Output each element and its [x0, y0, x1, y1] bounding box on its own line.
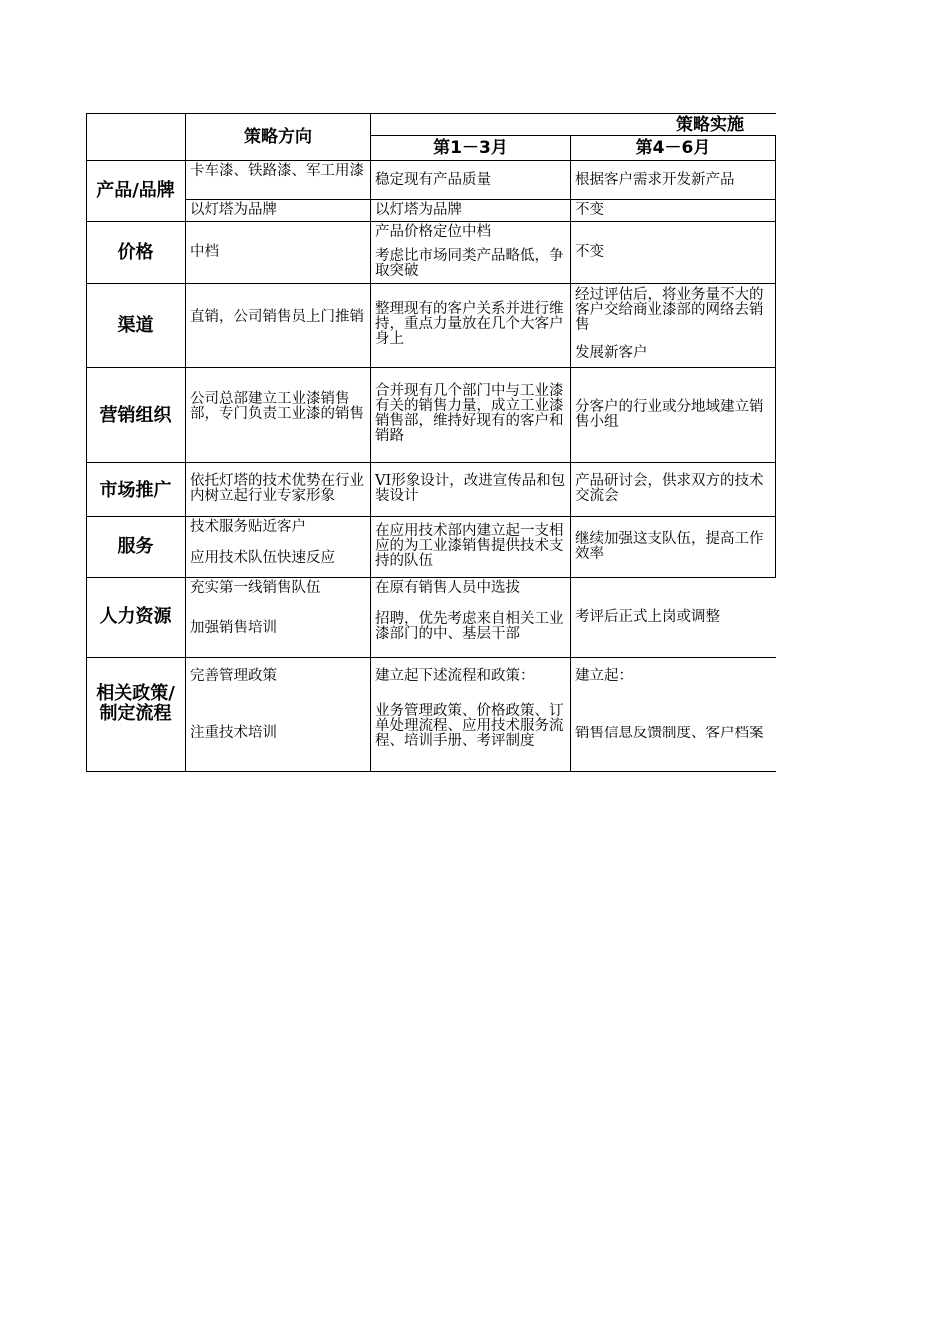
border-header-bottom — [86, 160, 776, 161]
direction-text: 公司总部建立工业漆销售部，专门负责工业漆的销售 — [190, 391, 364, 422]
border-row — [86, 577, 776, 578]
category-policies-processes: 相关政策/制定流程 — [96, 683, 175, 724]
period2-text: 建立起： — [575, 668, 633, 684]
period1-text: 考虑比市场同类产品略低，争取突破 — [375, 248, 564, 279]
period2-text: 根据客户需求开发新产品 — [575, 172, 735, 188]
direction-text: 完善管理政策 — [190, 668, 277, 684]
border-col3 — [570, 135, 571, 772]
header-implementation: 策略实施 — [676, 115, 744, 135]
period2-text: 分客户的行业或分地域建立销售小组 — [575, 399, 764, 430]
period2-text: 发展新客户 — [575, 345, 648, 361]
period1-text: 以灯塔为品牌 — [375, 202, 462, 218]
direction-text: 加强销售培训 — [190, 620, 277, 636]
border-subheader — [370, 135, 776, 136]
header-direction: 策略方向 — [244, 127, 312, 147]
period2-text: 经过评估后，将业务量不大的客户交给商业漆部的网络去销售 — [575, 287, 764, 333]
direction-text: 中档 — [190, 244, 219, 260]
border-row — [86, 367, 776, 368]
period2-text: 不变 — [575, 244, 604, 260]
border-row — [86, 283, 776, 284]
period1-text: 稳定现有产品质量 — [375, 172, 491, 188]
direction-text: 技术服务贴近客户 — [190, 519, 306, 535]
border-row — [86, 657, 776, 658]
direction-text: 应用技术队伍快速反应 — [190, 550, 335, 566]
period1-text: 在应用技术部内建立起一支相应的为工业漆销售提供技术支持的队伍 — [375, 523, 564, 569]
direction-text: 充实第一线销售队伍 — [190, 580, 321, 596]
period2-text: 产品研讨会，供求双方的技术交流会 — [575, 473, 764, 504]
direction-text: 卡车漆、铁路漆、军工用漆 — [190, 163, 364, 179]
border-row-inner — [185, 199, 776, 200]
border-row — [86, 462, 776, 463]
border-col2 — [370, 113, 371, 772]
border-bottom — [86, 771, 776, 772]
category-marketing-org: 营销组织 — [99, 405, 172, 426]
period2-text: 考评后正式上岗或调整 — [575, 609, 720, 625]
border-col1 — [185, 113, 186, 772]
direction-text: 以灯塔为品牌 — [190, 202, 277, 218]
border-top — [86, 113, 776, 114]
period2-text: 不变 — [575, 202, 604, 218]
header-period-1: 第1－3月 — [433, 138, 508, 158]
period2-text: 销售信息反馈制度、客户档案 — [575, 726, 764, 741]
period1-text: 合并现有几个部门中与工业漆有关的销售力量，成立工业漆销售部，维持好现有的客户和销路 — [375, 383, 564, 444]
direction-text: 注重技术培训 — [190, 725, 277, 741]
category-human-resources: 人力资源 — [99, 606, 172, 627]
period1-text: 产品价格定位中档 — [375, 224, 491, 240]
period2-text: 继续加强这支队伍，提高工作效率 — [575, 531, 764, 562]
category-market-promotion: 市场推广 — [99, 480, 172, 501]
category-channel: 渠道 — [117, 315, 154, 336]
direction-text: 依托灯塔的技术优势在行业内树立起行业专家形象 — [190, 473, 364, 504]
border-row — [86, 221, 776, 222]
period1-text: 在原有销售人员中选拔 — [375, 580, 520, 596]
border-row — [86, 516, 776, 517]
border-left — [86, 113, 87, 772]
period1-text: 建立起下述流程和政策： — [375, 668, 535, 684]
period1-text: 业务管理政策、价格政策、订单处理流程、应用技术服务流程、培训手册、考评制度 — [375, 703, 564, 749]
period1-text: VI形象设计，改进宣传品和包装设计 — [375, 473, 566, 504]
header-period-2: 第4－6月 — [635, 138, 711, 158]
period1-text: 招聘，优先考虑来自相关工业漆部门的中、基层干部 — [375, 611, 564, 642]
direction-text: 直销，公司销售员上门推销 — [190, 309, 364, 325]
period1-text: 整理现有的客户关系并进行维持，重点力量放在几个大客户身上 — [375, 301, 564, 347]
category-product-brand: 产品/品牌 — [96, 180, 175, 201]
category-price: 价格 — [117, 242, 154, 263]
border-right-partial — [775, 135, 776, 577]
category-service: 服务 — [117, 536, 154, 557]
